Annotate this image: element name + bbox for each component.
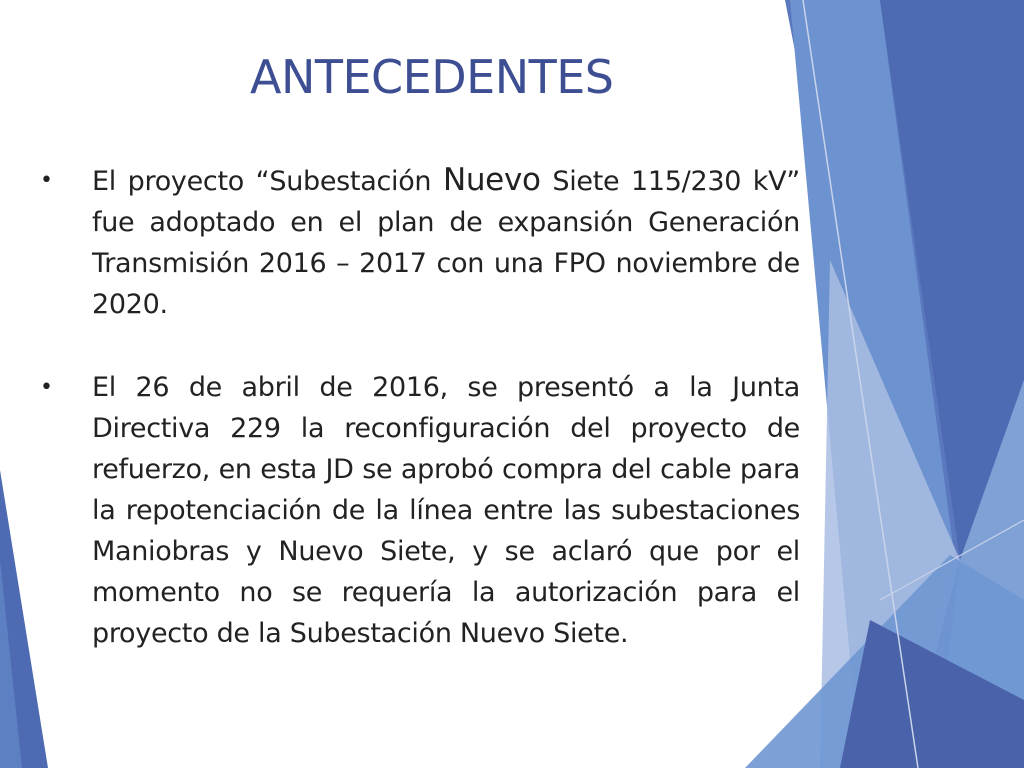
bullet-list [36,160,800,696]
bullet-text-part: Siete 115/230 kV” fue adoptado en el plan de expansión Generación Transmisión 2016 – 2017 con una FPO noviembre de 2020. [92,166,800,320]
bullet-text-part: El proyecto “Subestación [92,166,443,197]
bullet-marker: • [40,375,53,400]
bullet-marker: • [40,168,53,193]
list-item [36,367,800,654]
list-item [36,160,800,325]
slide-title: ANTECEDENTES [250,50,614,104]
bullet-text [92,160,800,325]
bullet-text: El 26 de abril de 2016, se presentó a la Junta Directiva 229 la reconfiguración del proyecto de refuerzo, en esta JD se aprobó compra del cable para la repotenciación de la línea entre las subestaciones Maniobras y Nuevo Siete, y se aclaró que por el momento no se requería la autorización para el proyecto de la Subestación Nuevo Siete. [92,372,800,649]
bullet-text-emphasis: Nuevo [442,162,541,198]
